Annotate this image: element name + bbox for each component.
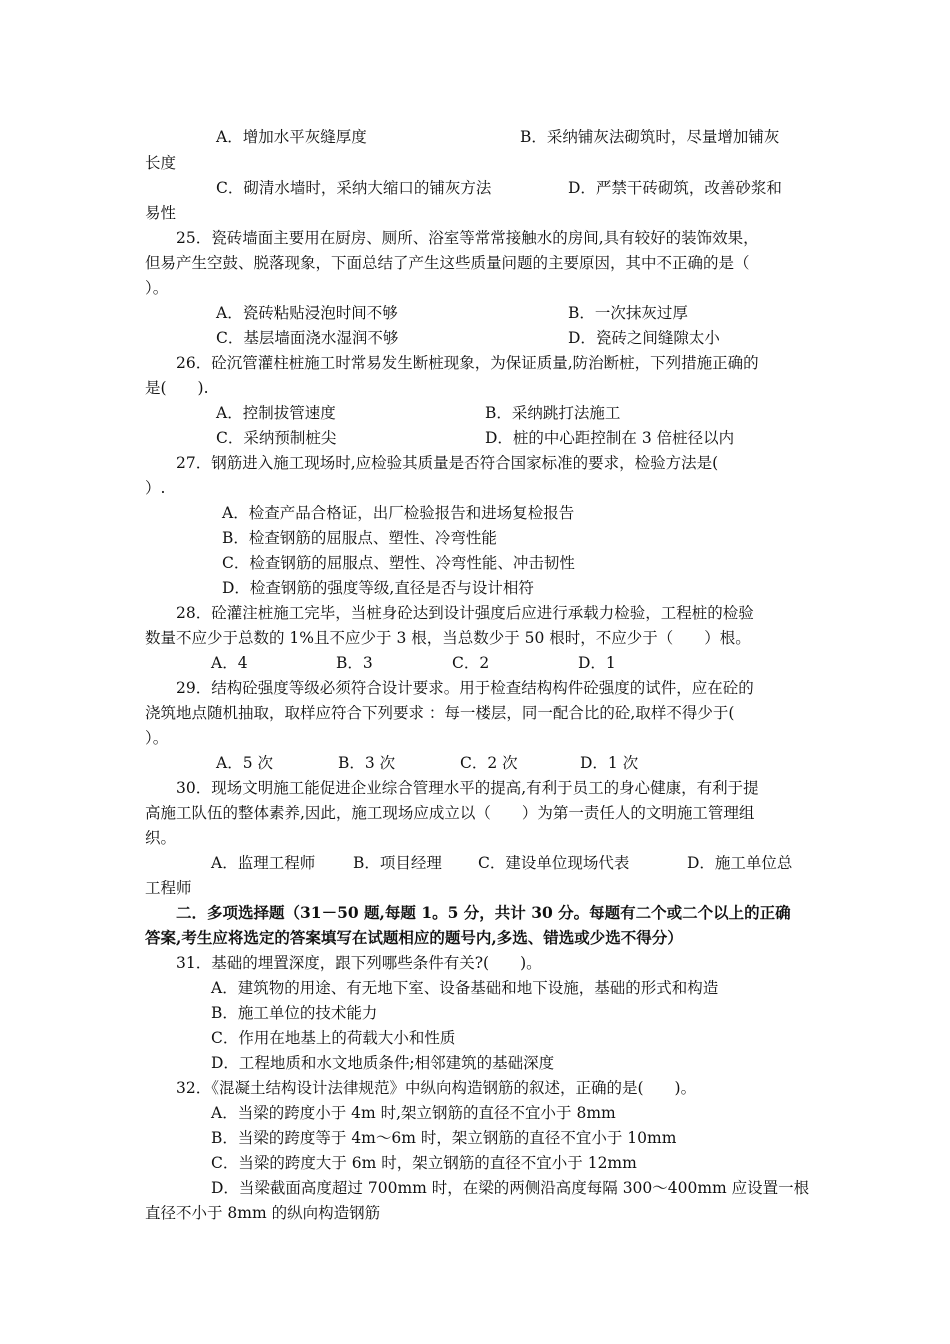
q30-option-a: A．监理工程师 <box>211 854 316 872</box>
q27-option-d: D．检查钢筋的强度等级,直径是否与设计相符 <box>222 579 534 597</box>
q27-option-c: C．检查钢筋的屈服点、塑性、冷弯性能、冲击韧性 <box>222 554 575 572</box>
q31-option-c: C．作用在地基上的荷载大小和性质 <box>211 1029 456 1047</box>
q29-stem-line-1: 29．结构砼强度等级必须符合设计要求。用于检查结构构件砼强度的试件，应在砼的 <box>176 679 754 697</box>
q28-stem-line-2: 数量不应少于总数的 1%且不应少于 3 根，当总数少于 50 根时，不应少于（ ）根。 <box>145 629 751 647</box>
q30-stem-line-2: 高施工队伍的整体素养,因此，施工现场应成立以（ ）为第一责任人的文明施工管理组 <box>145 804 755 822</box>
q28-option-a: A．4 <box>211 654 248 672</box>
q29-option-a: A．5 次 <box>216 754 273 772</box>
q24-option-b-wrap: 长度 <box>145 154 177 172</box>
q24-option-c: C．砌清水墙时，采纳大缩口的铺灰方法 <box>216 179 492 197</box>
q25-stem-line-1: 25．瓷砖墙面主要用在厨房、厕所、浴室等常常接触水的房间,具有较好的装饰效果， <box>176 229 759 247</box>
q27-stem-line-1: 27．钢筋进入施工现场时,应检验其质量是否符合国家标准的要求，检验方法是( <box>176 454 719 472</box>
q31-option-d: D．工程地质和水文地质条件;相邻建筑的基础深度 <box>211 1054 555 1072</box>
q28-option-d: D．1 <box>578 654 616 672</box>
q32-option-a: A．当梁的跨度小于 4m 时,架立钢筋的直径不宜小于 8mm <box>211 1104 616 1122</box>
q24-option-a: A．增加水平灰缝厚度 <box>216 128 367 146</box>
section-heading-line-1: 二．多项选择题（31－50 题,每题 1。5 分，共计 30 分。每题有二个或二个以上的正确 <box>176 903 791 922</box>
q27-stem-line-2: ）. <box>145 479 166 497</box>
q26-stem-line-1: 26．砼沉管灌柱桩施工时常易发生断桩现象，为保证质量,防治断桩，下列措施正确的 <box>176 354 759 372</box>
q32-option-d: D．当梁截面高度超过 700mm 时，在梁的两侧沿高度每隔 300～400mm 应设置一根 <box>211 1179 810 1197</box>
q31-option-a: A．建筑物的用途、有无地下室、设备基础和地下设施，基础的形式和构造 <box>211 979 719 997</box>
q28-option-c: C．2 <box>452 654 490 672</box>
q30-option-d: D．施工单位总 <box>687 854 793 872</box>
q28-option-b: B．3 <box>336 654 373 672</box>
q26-option-d: D．桩的中心距控制在 3 倍桩径以内 <box>485 429 735 447</box>
q27-option-b: B．检查钢筋的屈服点、塑性、冷弯性能 <box>222 529 497 547</box>
q26-option-c: C．采纳预制桩尖 <box>216 429 337 447</box>
q30-option-d-wrap: 工程师 <box>145 879 192 897</box>
q30-option-c: C．建设单位现场代表 <box>478 854 630 872</box>
q25-stem-line-3: ）。 <box>145 279 169 297</box>
section-heading-line-2: 答案,考生应将选定的答案填写在试题相应的题号内,多选、错选或少选不得分） <box>145 928 683 947</box>
q32-option-d-wrap: 直径不小于 8mm 的纵向构造钢筋 <box>145 1204 381 1222</box>
q24-option-d-wrap: 易性 <box>145 204 177 222</box>
q29-stem-line-3: ）。 <box>145 729 169 747</box>
q25-option-d: D．瓷砖之间缝隙太小 <box>568 329 720 347</box>
q29-stem-line-2: 浇筑地点随机抽取，取样应符合下列要求 ：每一楼层，同一配合比的砼,取样不得少于( <box>145 704 735 722</box>
q29-option-c: C．2 次 <box>460 754 518 772</box>
q29-option-d: D．1 次 <box>580 754 639 772</box>
q26-option-a: A．控制拔管速度 <box>216 404 336 422</box>
q24-option-d: D．严禁干砖砌筑，改善砂浆和 <box>568 179 782 197</box>
q26-stem-line-2: 是( ). <box>145 379 209 397</box>
q24-option-b: B．采纳铺灰法砌筑时，尽量增加铺灰 <box>520 128 780 146</box>
q25-option-c: C．基层墙面浇水湿润不够 <box>216 329 399 347</box>
q25-stem-line-2: 但易产生空鼓、脱落现象，下面总结了产生这些质量问题的主要原因，其中不正确的是（ <box>145 254 750 272</box>
q31-option-b: B．施工单位的技术能力 <box>211 1004 378 1022</box>
q30-option-b: B．项目经理 <box>353 854 442 872</box>
q26-option-b: B．采纳跳打法施工 <box>485 404 621 422</box>
q32-stem: 32．《混凝土结构设计法律规范》中纵向构造钢筋的叙述，正确的是( )。 <box>176 1079 697 1097</box>
q28-stem-line-1: 28．砼灌注桩施工完毕，当桩身砼达到设计强度后应进行承载力检验，工程桩的检验 <box>176 604 754 622</box>
q32-option-b: B．当梁的跨度等于 4m～6m 时，架立钢筋的直径不宜小于 10mm <box>211 1129 677 1147</box>
q31-stem: 31．基础的埋置深度，跟下列哪些条件有关?( )。 <box>176 954 542 972</box>
q29-option-b: B．3 次 <box>338 754 396 772</box>
q25-option-b: B．一次抹灰过厚 <box>568 304 688 322</box>
q32-option-c: C．当梁的跨度大于 6m 时，架立钢筋的直径不宜小于 12mm <box>211 1154 637 1172</box>
q30-stem-line-1: 30．现场文明施工能促进企业综合管理水平的提高,有利于员工的身心健康，有利于提 <box>176 779 759 797</box>
q27-option-a: A．检查产品合格证，出厂检验报告和进场复检报告 <box>222 504 575 522</box>
q25-option-a: A．瓷砖粘贴浸泡时间不够 <box>216 304 398 322</box>
q30-stem-line-3: 织。 <box>145 829 177 847</box>
